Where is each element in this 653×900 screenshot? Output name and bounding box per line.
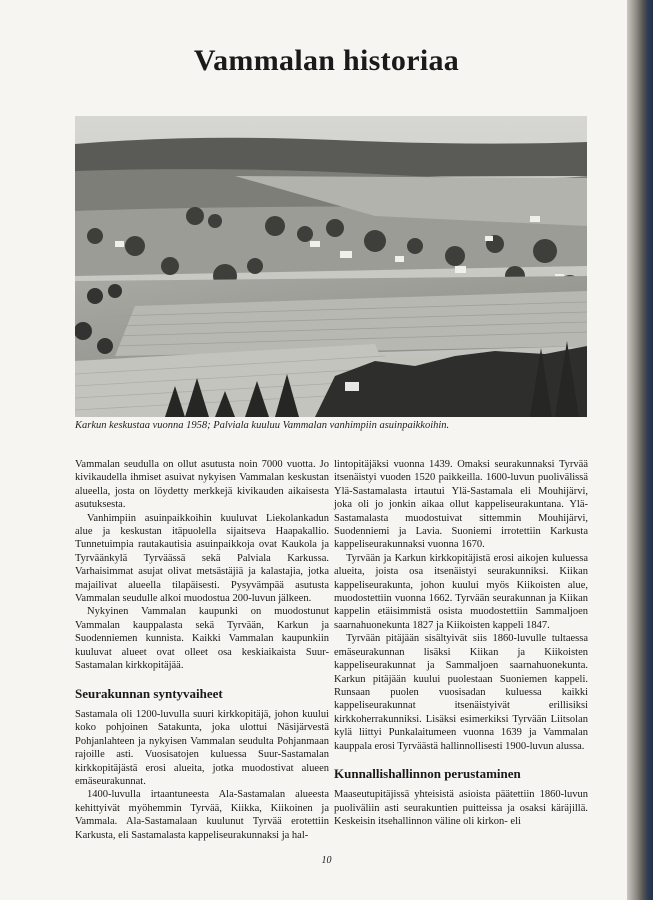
- page-number: 10: [321, 855, 332, 866]
- page-title: Vammalan historiaa: [193, 44, 460, 77]
- body-paragraph: Nykyinen Vammalan kaupunki on muodostunut Vammalan kauppalasta sekä Tyrvään, Karkun ja Suodenniemen kunnista. Kaikki Vammalan kaupunkiin kuuluvat alueet ovat olleet osa keskiaikaista Suur-Sastamalan kirkkopitäjää.: [75, 606, 329, 672]
- landscape-photo: [75, 116, 587, 417]
- section-heading: Seurakunnan syntyvaiheet: [75, 685, 223, 701]
- body-paragraph: Sastamala oli 1200-luvulla suuri kirkkopitäjä, johon kuului koko pohjoinen Satakunta, joka ulottui Näsijärvestä Pohjanlahteen ja nykyisen Vammalan seudulta Pohjanmaan rajoille asti. Vuosisatojen kuluessa Suur-Sastamalan kirkkopitäjästä erosi alueita, jotka muodostivat alueen emäseurakunnat.: [75, 708, 329, 787]
- photo-caption: Karkun keskustaa vuonna 1958; Palviala kuuluu Vammalan vanhimpiin asuinpaikkoihin.: [75, 420, 450, 431]
- body-paragraph: lintopitäjäksi vuonna 1439. Omaksi seurakunnaksi Tyrvää itsenäistyi vuoden 1520 paikkeilla. 1600-luvun puolivälissä Ylä-Sastamalasta irtautui Ylä-Sastamala eli Mouhijärvi, joka oli jo jonkin aikaa ollut kappeliseurakuntana. Ylä-Sastamalasta muodostuivat sittemmin Mouhijärvi, Suodenniemi ja Lavia. Suoniemi irrotettiin Karkusta kappeliseurakunnaksi vuonna 1670.: [334, 459, 588, 551]
- section-heading: Kunnallishallinnon perustaminen: [334, 765, 521, 781]
- book-spine: [627, 0, 653, 900]
- body-paragraph: Tyrvään pitäjään sisältyivät siis 1860-luvulle tultaessa emäseurakunnan lisäksi Kiikan ja Kiikoisten kappeliseurakunnat ja Sammaljoen saarnahuonekunta. Karkun pitäjään kuului puolestaan Suoniemen kappeli. Runsaan puolen vuosisadan kuluessa kaikki kappeliseurakunnat itsenäistyivät erillisiksi kirkkoherrakunniksi. Lisäksi esimerkiksi Tyrvään Liitsolan kylä liittyi Punkalaitumeen vuonna 1639 ja Vammalan kauppala erosi Tyrväästä hallinnollisesti 1900-luvun alussa.: [334, 633, 588, 752]
- body-paragraph: Vanhimpiin asuinpaikkoihin kuuluvat Liekolankadun alue ja keskustan itäpuolella sijaitseva Haapakallio. Tunnetuimpia rautakautisia asuinpaikkoja ovat Kaukola ja Tyrväänkylä Tyrväässä sekä Palviala Karkussa. Varhaisimmat asujat olivat metsästäjiä ja kalastajia, jotka majailivat alueella tilapäisesti. Pysyvämpää asutusta Vammalan seudulle alkoi muodostua 200-luvun jälkeen.: [75, 512, 329, 605]
- body-paragraph: Tyrvään ja Karkun kirkkopitäjistä erosi aikojen kuluessa alueita, joista osa itsenäistyi seurakunniksi. Kiikan kappeliseurakunta, johon kuului myös Kiikoisten alue, muodostettiin vuonna 1662. Tyrvään seurakunnan ja Kiikan kappelin etäisimmistä osista muodostettiin Sammaljoen saarnahuonekunta 1827 ja Kiikoisten kappeli 1847.: [334, 552, 588, 631]
- body-paragraph: 1400-luvulla irtaantuneesta Ala-Sastamalan alueesta kehittyivät myöhemmin Tyrvää, Kiikka, Kiikoinen ja Vammala. Ala-Sastamalaan kuulunut Tyrvää erotettiin Karkusta, eli Sastamalasta kappeliseurakunnaksi ja hal-: [75, 789, 329, 841]
- body-paragraph: Vammalan seudulla on ollut asutusta noin 7000 vuotta. Jo kivikaudella ihmiset asuivat nykyisen Vammalan keskustan alueella, josta on löydetty merkkejä kivikauden aikaisesta asutuksesta.: [75, 459, 329, 511]
- left-column: [75, 458, 329, 842]
- right-column: [334, 458, 588, 829]
- body-paragraph: Maaseutupitäjissä yhteisistä asioista päätettiin 1860-luvun puoliväliin asti seurakuntien puitteissa ja osaksi käräjillä. Keskeisin itsehallinnon väline oli kirkon- eli: [334, 789, 588, 828]
- aerial-village-photo: [75, 116, 587, 417]
